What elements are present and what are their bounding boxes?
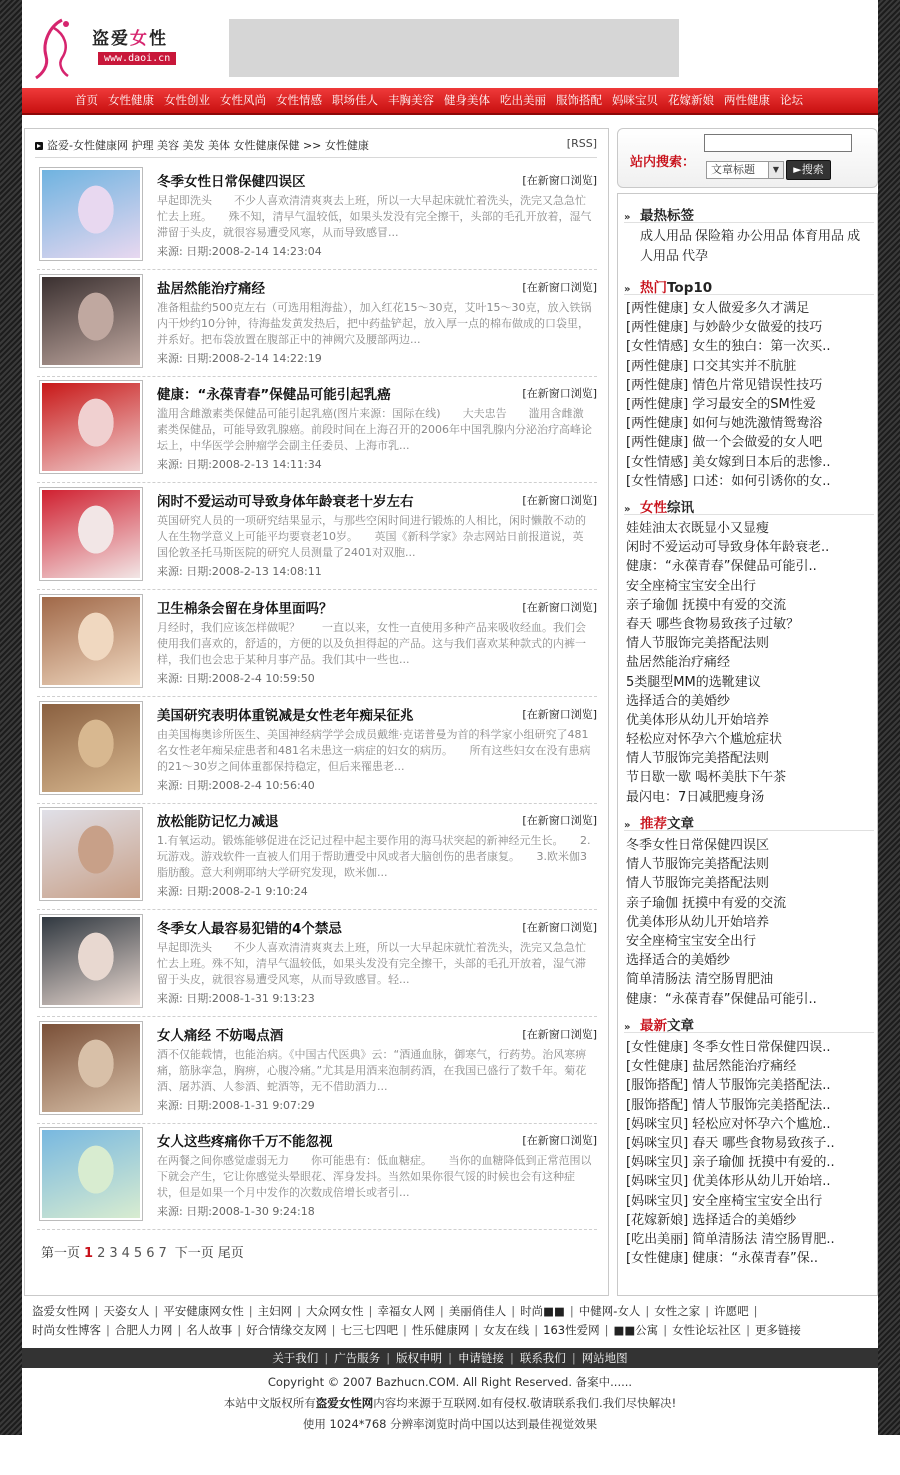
photo-placeholder-icon (42, 1024, 140, 1112)
article-title[interactable]: 健康：“永葆青春”保健品可能引起乳癌 (157, 387, 391, 404)
rss-link[interactable]: [RSS] (566, 137, 597, 150)
friend-link[interactable]: 平安健康网女性 (163, 1304, 244, 1318)
top10-item[interactable]: [两性健康] 学习最安全的SM性爱 (626, 396, 816, 412)
latest-item[interactable]: [女性健康] 健康：“永葆青春”保.. (626, 1251, 819, 1267)
pager-page-link[interactable]: 5 (133, 1246, 143, 1261)
breadcrumb (35, 137, 597, 158)
synthesis-item[interactable]: 娃娃油太衣既显小又显瘦 (626, 521, 770, 536)
photo-placeholder-icon (42, 1130, 140, 1218)
friend-link[interactable]: 中健网-女人 (578, 1304, 641, 1318)
nav-item[interactable]: 女性风尚 (220, 93, 266, 107)
link-separator: | (753, 1304, 758, 1318)
open-new-window-link[interactable]: [在新窗口浏览] (522, 814, 597, 828)
link-separator: | (645, 1304, 650, 1318)
link-separator: | (403, 1323, 407, 1337)
open-new-window-link[interactable]: [在新窗口浏览] (522, 494, 597, 508)
article-thumbnail[interactable] (39, 701, 143, 795)
top10-item[interactable]: [两性健康] 做一个会做爱的女人吧 (626, 435, 823, 451)
logo-text: 盗爱女性 (92, 29, 168, 49)
link-separator: | (177, 1323, 182, 1337)
double-arrow-icon: » (624, 820, 631, 831)
logo-mark-icon (32, 16, 80, 82)
open-new-window-link[interactable]: [在新窗口浏览] (522, 1027, 597, 1041)
photo-placeholder-icon (42, 277, 140, 365)
friend-link[interactable]: 合肥人力网 (114, 1323, 173, 1337)
article-summary: 早起即洗头 不少人喜欢清清爽爽去上班，所以一大早起床就忙着洗头，洗完又急急忙忙去上班。 殊不知，清早气温较低，如果头发没有完全擦干，头部的毛孔开放着，湿气滞留于头皮，就很容易遭受风寒，从而导致感冒... (157, 194, 592, 239)
footer-separator: | (386, 1351, 391, 1365)
synthesis-item[interactable]: 亲子瑜伽 抚摸中有爱的交流 (626, 597, 787, 613)
link-separator: | (368, 1304, 373, 1318)
latest-title: » 最新文章 (624, 1014, 874, 1033)
friend-link[interactable]: 名人故事 (186, 1323, 233, 1337)
article-meta: 来源: 日期:2008-2-14 14:22:19 (157, 351, 322, 365)
link-separator: | (663, 1323, 668, 1337)
hot-tag-link[interactable]: 成人用品 (640, 229, 693, 244)
breadcrumb-text[interactable]: 盗爱-女性健康网 护理 美容 美发 美体 女性健康保健 >> 女性健康 (47, 139, 369, 152)
banner-ad-placeholder[interactable] (229, 19, 679, 77)
article-meta: 来源: 日期:2008-2-14 14:23:04 (157, 245, 322, 258)
top10-item[interactable]: [两性健康] 口交其实并不肮脏 (626, 358, 797, 374)
synthesis-item[interactable]: 轻松应对怀孕六个尴尬症状 (626, 732, 783, 748)
link-separator: | (705, 1304, 710, 1318)
open-new-window-link[interactable]: [在新窗口浏览] (522, 174, 597, 187)
friend-link[interactable]: 更多链接 (754, 1323, 801, 1337)
hot-tags-list (640, 227, 872, 266)
pager-page-link[interactable]: 7 (158, 1246, 167, 1261)
friend-link[interactable]: 时尚■■ (520, 1304, 565, 1318)
photo-placeholder-icon (42, 704, 140, 792)
double-arrow-icon: » (624, 212, 631, 223)
synthesis-item[interactable]: 闲时不爱运动可导致身体年龄衰老.. (626, 540, 830, 556)
left-decorative-stripe (0, 0, 22, 1435)
article-summary: 1.有氧运动。锻炼能够促进在泛记过程中起主要作用的海马状突起的新神经元生长。 2.玩游戏。游戏软件一直被人们用于帮助遭受中风或者大脑创伤的患者康复。 3.欧米伽3脂肪酸。意大利朔耶纳大学研究发现，欧米伽... (157, 834, 591, 880)
photo-placeholder-icon (42, 917, 140, 1005)
footer-nav-link[interactable]: 联系我们 (519, 1351, 566, 1365)
latest-item[interactable]: [妈咪宝贝] 优美体形从幼儿开始培.. (626, 1174, 831, 1190)
footer-separator: | (324, 1351, 329, 1365)
top10-item[interactable]: [两性健康] 如何与她洗激情鸳鸯浴 (626, 416, 823, 432)
nav-item[interactable]: 论坛 (780, 93, 803, 107)
synthesis-list (626, 519, 872, 807)
pager-last[interactable]: 尾页 (217, 1246, 244, 1261)
link-separator: | (248, 1304, 253, 1318)
latest-item[interactable]: [妈咪宝贝] 亲子瑜伽 抚摸中有爱的.. (626, 1155, 835, 1171)
open-new-window-link[interactable]: [在新窗口浏览] (522, 920, 597, 934)
link-separator: | (569, 1304, 574, 1318)
synthesis-item[interactable]: 情人节服饰完美搭配法则 (626, 751, 770, 767)
hot-tag-link[interactable]: 代孕 (682, 248, 709, 264)
footer-separator: | (509, 1351, 514, 1365)
article-thumbnail[interactable] (39, 487, 143, 581)
nav-item[interactable]: 丰胸美容 (388, 93, 434, 107)
hot-tag-link[interactable]: 成人用品 (640, 229, 861, 264)
photo-placeholder-icon (42, 810, 140, 898)
footer-nav-link[interactable]: 申请链接 (457, 1351, 504, 1365)
footer-separator: | (448, 1351, 452, 1365)
friend-link[interactable]: 163性爱网 (543, 1323, 600, 1337)
hot-tags-title: » 最热标签 (624, 204, 874, 223)
friend-link[interactable]: 许愿吧 (714, 1304, 749, 1318)
latest-item[interactable]: [妈咪宝贝] 安全座椅宝宝安全出行 (626, 1193, 823, 1209)
photo-placeholder-icon (42, 383, 140, 471)
open-new-window-link[interactable]: [在新窗口浏览] (522, 707, 597, 721)
article-item (37, 590, 597, 697)
pager-page-link[interactable]: 2 (97, 1246, 106, 1261)
nav-item[interactable]: 首页 (75, 93, 98, 107)
article-title[interactable]: 盐居然能治疗痛经 (157, 280, 265, 297)
article-thumbnail[interactable] (39, 914, 143, 1008)
synthesis-item[interactable]: 盐居然能治疗痛经 (626, 655, 731, 671)
latest-item[interactable]: [服饰搭配] 情人节服饰完美搭配法.. (626, 1097, 831, 1113)
article-item (37, 1123, 597, 1230)
article-meta: 来源: 日期:2008-1-31 9:07:29 (157, 1098, 315, 1112)
article-thumbnail[interactable] (39, 274, 143, 368)
top10-item[interactable]: [两性健康] 与妙龄少女做爱的技巧 (626, 320, 823, 336)
nav-item[interactable]: 两性健康 (724, 93, 770, 107)
article-summary: 准备粗盐约500克左右（可选用粗海盐），加入红花15～30克，艾叶15～30克，放入铁锅内干炒约10分钟，待海盐发黄发热后，把中药盐铲起，放入厚一点的棉布做成的口袋里，并系好。把布袋放置在腹部正中的神阙穴及腰部两边... (157, 300, 592, 346)
recommend-item[interactable]: 选择适合的美婚纱 (626, 953, 731, 969)
footer-nav-link[interactable]: 关于我们 (272, 1351, 319, 1365)
recommend-list (626, 836, 872, 1009)
footer-nav-link[interactable]: 版权申明 (396, 1351, 443, 1365)
recommend-item[interactable]: 冬季女性日常保健四误区 (626, 838, 770, 853)
page-bottom (0, 1435, 900, 1475)
article-summary: 在两餐之间你感觉虚弱无力 你可能患有：低血糖症。 当你的血糖降低到正常范围以下就会产生，它让你感觉头晕眼花、浑身发抖。当然如果你很气馁的时候也会有这种症状，但是如果一个月中发作的次数成倍增长或者引... (157, 1154, 592, 1200)
friend-link[interactable]: 女友在线 (483, 1323, 530, 1337)
search-label: 站内搜索： (630, 155, 696, 170)
recommend-item[interactable]: 简单清肠法 清空肠胃肥油 (626, 972, 774, 988)
search-button[interactable]: ►搜索 (786, 160, 831, 180)
article-title[interactable]: 冬季女人最容易犯错的4个禁忌 (157, 920, 342, 937)
recommend-title: » 推荐文章 (624, 812, 874, 831)
double-arrow-icon: » (624, 1022, 631, 1033)
nav-item[interactable]: 女性创业 (164, 93, 210, 107)
latest-item[interactable]: [妈咪宝贝] 春天 哪些食物易致孩子.. (626, 1135, 835, 1151)
latest-item[interactable]: [女性健康] 冬季女性日常保健四误.. (626, 1040, 831, 1055)
article-item (37, 697, 597, 804)
synthesis-item[interactable]: 5类腿型MM的选靴建议 (626, 674, 761, 690)
footer-resolution-note: 使用 1024*768 分辨率浏览时尚中国以达到最佳视觉效果 (302, 1417, 598, 1431)
pager-next[interactable]: 下一页 (174, 1246, 214, 1261)
article-title[interactable]: 美国研究表明体重锐减是女性老年痴呆征兆 (157, 707, 414, 724)
pager-current: 1 (84, 1246, 94, 1261)
article-thumbnail[interactable] (39, 167, 143, 261)
article-list-panel (24, 128, 609, 1296)
link-separator: | (106, 1323, 110, 1337)
article-summary: 早起即洗头 不少人喜欢清清爽爽去上班，所以一大早起床就忙着洗头，洗完又急急忙忙去上班。殊不知，清早气温较低，如果头发没有完全擦干，头部的毛孔开放着，湿气滞留于头皮，就很容易遭受风寒，从而导致感冒。轻... (157, 940, 586, 986)
article-meta: 来源: 日期:2008-1-30 9:24:18 (157, 1205, 315, 1219)
article-thumbnail[interactable] (39, 380, 143, 474)
article-summary: 由美国梅奥诊所医生、美国神经病学学会成员戴维·克诺普曼为首的科学家小组研究了481名女性老年痴呆症患者和481名未患这一病症的妇女的病历。 所有这些妇女在没有患病的21～30岁之间体重都保持稳定，但后来罹患老... (157, 727, 591, 773)
friend-link[interactable]: 美丽俏佳人 (448, 1304, 507, 1318)
link-separator: | (746, 1323, 750, 1337)
article-thumbnail[interactable] (39, 1127, 143, 1221)
hot-tag-link[interactable]: 保险箱 (695, 229, 735, 244)
nav-item[interactable]: 健身美体 (444, 93, 490, 107)
friend-link[interactable]: 盗爱女性网 (32, 1304, 90, 1318)
nav-item[interactable]: 服饰搭配 (556, 93, 602, 107)
top10-item[interactable]: [两性健康] 情色片常见错误性技巧 (626, 377, 823, 393)
nav-item[interactable]: 花嫁新娘 (668, 93, 714, 107)
chevron-down-icon: ▼ (768, 162, 783, 178)
logo-url: www.daoi.cn (98, 52, 176, 65)
article-summary: 滥用含雌激素类保健品可能引起乳癌(图片来源：国际在线) 大夫忠告 滥用含雌激素类保健品，可能导致乳腺癌。前段时间在上海召开的2006年中国乳腺内分泌治疗高峰论坛上，中华医学会肿瘤学会副主任委员、上海市乳... (157, 407, 592, 453)
latest-item[interactable]: [花嫁新娘] 选择适合的美婚纱 (626, 1212, 797, 1228)
article-meta: 来源: 日期:2008-2-4 10:56:40 (157, 778, 315, 792)
link-separator: | (154, 1304, 159, 1318)
article-meta: 来源: 日期:2008-2-4 10:59:50 (157, 671, 315, 685)
top10-item[interactable]: [女性情感] 女生的独白：第一次买.. (626, 339, 831, 355)
site-logo[interactable] (32, 16, 202, 82)
link-separator: | (439, 1304, 444, 1318)
double-arrow-icon: » (624, 504, 631, 515)
friend-link[interactable]: ■■公寓 (613, 1323, 659, 1337)
article-title[interactable]: 卫生棉条会留在身体里面吗？ (157, 600, 333, 617)
photo-placeholder-icon (42, 597, 140, 685)
article-title[interactable]: 女人这些疼痛你千万不能忽视 (157, 1134, 333, 1151)
footer-notice: 本站中文版权所有盗爱女性网内容均来源于互联网.如有侵权.敬请联系我们.我们尽快解决! (223, 1396, 677, 1410)
top10-item[interactable]: [两性健康] 女人做爱多久才满足 (626, 301, 810, 316)
right-decorative-stripe (878, 0, 900, 1435)
nav-item[interactable]: 吃出美丽 (500, 93, 546, 107)
article-item (37, 163, 597, 270)
synthesis-item[interactable]: 最闪电：7日减肥瘦身汤 (626, 789, 765, 805)
friend-link[interactable]: 女性论坛社区 (672, 1323, 742, 1337)
pager-first[interactable]: 第一页 (41, 1246, 81, 1261)
link-separator: | (534, 1323, 539, 1337)
nav-item[interactable]: 女性健康 (108, 93, 154, 107)
link-separator: | (94, 1304, 99, 1318)
recommend-item[interactable]: 亲子瑜伽 抚摸中有爱的交流 (626, 895, 787, 911)
nav-item[interactable]: 妈咪宝贝 (612, 93, 658, 107)
article-thumbnail[interactable] (39, 594, 143, 688)
top10-item[interactable]: [女性情感] 美女嫁到日本后的悲惨.. (626, 454, 831, 470)
pager-page-link[interactable]: 3 (109, 1246, 118, 1261)
synthesis-item[interactable]: 情人节服饰完美搭配法则 (626, 636, 770, 652)
article-meta: 来源: 日期:2008-2-13 14:11:34 (157, 458, 322, 472)
recommend-item[interactable]: 优美体形从幼儿开始培养 (626, 914, 770, 930)
friend-links-row (32, 1321, 872, 1340)
latest-list (626, 1038, 872, 1268)
sidebar (617, 193, 878, 1296)
main-nav (22, 88, 878, 115)
synthesis-title: » 女性综讯 (624, 496, 874, 515)
top10-list (626, 299, 872, 491)
pager-page-link[interactable]: 6 (146, 1246, 155, 1261)
link-separator: | (297, 1304, 301, 1318)
footer-nav-link[interactable]: 网站地图 (581, 1351, 628, 1365)
top10-item[interactable]: [女性情感] 口述：如何引诱你的女.. (626, 473, 831, 489)
photo-placeholder-icon (42, 490, 140, 578)
recommend-item[interactable]: 情人节服饰完美搭配法则 (626, 876, 770, 892)
synthesis-item[interactable]: 节日歇一歇 喝杯美肤下午茶 (626, 770, 787, 786)
article-item (37, 803, 597, 910)
search-type-select[interactable]: 文章标题 ▼ (706, 161, 784, 179)
link-separator: | (604, 1323, 609, 1337)
recommend-item[interactable]: 健康：“永葆青春”保健品可能引.. (626, 991, 817, 1007)
footer-nav (22, 1348, 878, 1368)
link-separator: | (511, 1304, 516, 1318)
article-thumbnail[interactable] (39, 1021, 143, 1115)
hot-tag-link[interactable]: 办公用品 (737, 229, 790, 244)
article-title[interactable]: 女人痛经 不妨喝点酒 (157, 1027, 284, 1044)
photo-placeholder-icon (42, 170, 140, 258)
article-summary: 月经时，我们应该怎样做呢？ 一直以来，女性一直使用多种产品来吸收经血。我们会使用我们喜欢的，舒适的，方便的以及负担得起的产品。这与我们喜欢某种款式的内裤一样，我们也会忠于某种月事产品。我们其中一些也... (157, 620, 586, 666)
article-summary: 酒不仅能载情，也能治病。《中国古代医典》云：“酒通血脉，御寒气，行药势。治风寒痹痛，筋脉挛急，胸痹，心腹冷痛。”尤其是用酒来泡制药酒，在我国已盛行了数千年。菊花酒、屠苏酒、人参酒、蛇酒等，无不借助酒力... (157, 1047, 587, 1093)
latest-item[interactable]: [服饰搭配] 情人节服饰完美搭配法.. (626, 1078, 831, 1094)
synthesis-item[interactable]: 健康：“永葆青春”保健品可能引.. (626, 559, 817, 575)
open-new-window-link[interactable]: [在新窗口浏览] (522, 600, 597, 614)
friend-link[interactable]: 幸福女人网 (377, 1304, 435, 1318)
article-summary: 英国研究人员的一项研究结果显示，与那些空闲时间进行锻炼的人相比，闲时懒散不动的人在生物学意义上可能平均要衰老10岁。 英国《新科学家》杂志网站日前报道说，英国伦敦圣托马斯医院的研究人员测量了2401对双胞... (157, 514, 586, 560)
friend-link[interactable]: 七三七四吧 (340, 1323, 398, 1337)
synthesis-item[interactable]: 优美体形从幼儿开始培养 (626, 712, 770, 728)
double-arrow-icon: » (624, 284, 631, 295)
article-meta: 来源: 日期:2008-2-13 14:08:11 (157, 565, 322, 579)
top10-title: » 热门Top10 (624, 276, 874, 295)
article-title[interactable]: 闲时不爱运动可导致身体年龄衰老十岁左右 (157, 494, 414, 511)
link-separator: | (474, 1323, 479, 1337)
site-search (617, 128, 878, 188)
hot-tag-link[interactable]: 体育用品 (792, 229, 845, 244)
bullet-icon (35, 142, 43, 150)
latest-item[interactable]: [女性健康] 盐居然能治疗痛经 (626, 1059, 797, 1075)
nav-item[interactable]: 女性情感 (276, 93, 322, 107)
article-item (37, 376, 597, 483)
friend-link[interactable]: 大众网女性 (306, 1304, 364, 1318)
footer-nav-link[interactable]: 广告服务 (334, 1351, 381, 1365)
article-item (37, 910, 597, 1017)
friend-link[interactable]: 天姿女人 (103, 1304, 150, 1318)
article-thumbnail[interactable] (39, 807, 143, 901)
footer-separator: | (571, 1351, 576, 1365)
article-title[interactable]: 冬季女性日常保健四误区 (157, 174, 306, 190)
search-input[interactable] (704, 134, 852, 152)
synthesis-item[interactable]: 安全座椅宝宝安全出行 (626, 578, 757, 594)
open-new-window-link[interactable]: [在新窗口浏览] (522, 280, 597, 294)
article-meta: 来源: 日期:2008-2-1 9:10:24 (157, 885, 308, 899)
open-new-window-link[interactable]: [在新窗口浏览] (522, 387, 597, 401)
copyright-text: Copyright © 2007 Bazhucn.COM. All Right Reserved. 备案中...... (267, 1375, 633, 1389)
recommend-item[interactable]: 情人节服饰完美搭配法则 (626, 857, 770, 873)
synthesis-item[interactable]: 春天 哪些食物易致孩子过敏？ (626, 616, 800, 632)
friend-link[interactable]: 时尚女性博客 (32, 1323, 101, 1337)
article-title[interactable]: 放松能防记忆力减退 (157, 814, 279, 831)
pager-page-link[interactable]: 4 (121, 1246, 130, 1261)
synthesis-item[interactable]: 选择适合的美婚纱 (626, 693, 731, 709)
article-item (37, 270, 597, 377)
link-separator: | (331, 1323, 336, 1337)
friend-links (32, 1302, 872, 1340)
friend-link[interactable]: 女性之家 (654, 1304, 701, 1318)
article-item (37, 1017, 597, 1124)
friend-link[interactable]: 好合情缘交友网 (246, 1323, 327, 1337)
article-meta: 来源: 日期:2008-1-31 9:13:23 (157, 991, 315, 1005)
article-item (37, 483, 597, 590)
pagination (41, 1242, 248, 1261)
nav-item[interactable]: 职场佳人 (332, 93, 378, 107)
latest-item[interactable]: [吃出美丽] 简单清肠法 清空肠胃肥.. (626, 1231, 835, 1247)
friend-links-row (32, 1302, 872, 1321)
page-wrapper (22, 0, 878, 1435)
latest-item[interactable]: [妈咪宝贝] 轻松应对怀孕六个尴尬.. (626, 1116, 831, 1132)
open-new-window-link[interactable]: [在新窗口浏览] (522, 1134, 597, 1148)
link-separator: | (237, 1323, 242, 1337)
friend-link[interactable]: 性乐健康网 (411, 1323, 470, 1337)
friend-link[interactable]: 主妇网 (257, 1304, 293, 1318)
recommend-item[interactable]: 安全座椅宝宝安全出行 (626, 933, 757, 949)
